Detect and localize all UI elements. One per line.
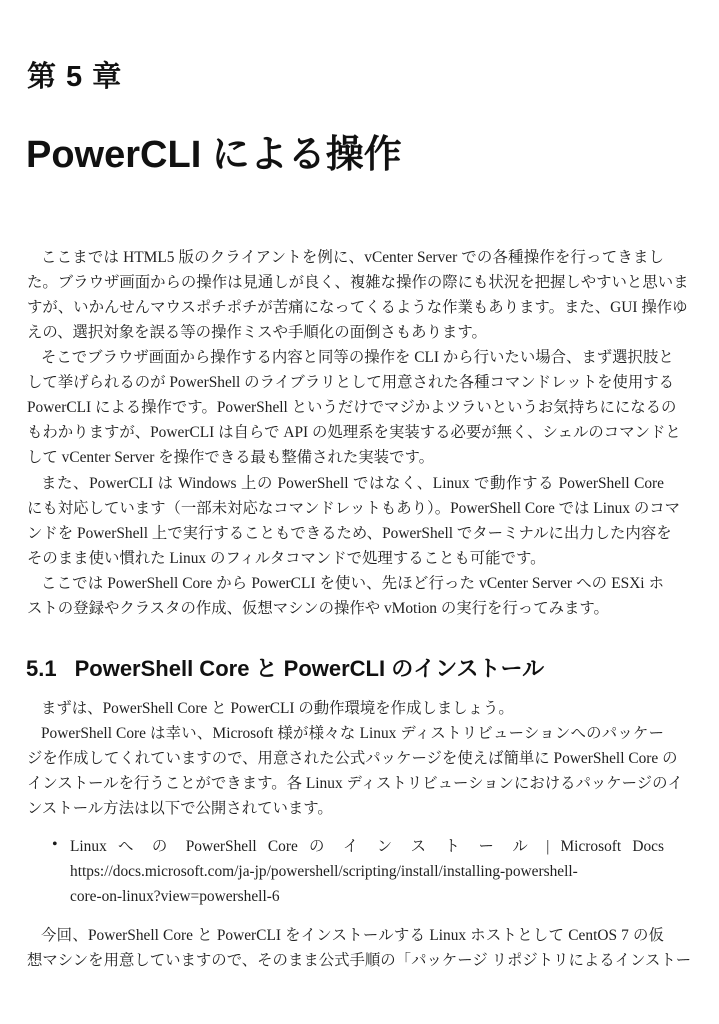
chapter-label: 第 5 章 <box>27 61 123 93</box>
paragraph-line: ここまでは HTML5 版のクライアントを例に、vCenter Server での各種操作を行ってきまし <box>41 249 664 266</box>
link-url[interactable]: https://docs.microsoft.com/ja-jp/powershell/scripting/install/installing-powershell- <box>70 863 578 880</box>
paragraph-line: すが、いかんせんマウスポチポチが苦痛になってくるような作業もあります。また、GUI 操作ゆ <box>27 299 688 316</box>
section-number: 5.1 <box>26 656 57 681</box>
paragraph-line: ンドを PowerShell 上で実行することもできるため、PowerShell でターミナルに出力した内容を <box>27 525 672 542</box>
chapter-title: PowerCLI による操作 <box>26 134 402 176</box>
paragraph-line: 想マシンを用意していますので、そのまま公式手順の「パッケージ リポジトリによるインストー <box>27 952 692 969</box>
paragraph-line: えの、選択対象を誤る等の操作ミスや手順化の面倒さもあります。 <box>27 324 487 341</box>
section-title: PowerShell Core と PowerCLI のインストール <box>74 656 545 681</box>
paragraph-line: もわかりますが、PowerCLI は自らで API の処理系を実装する必要が無く、シェルのコマンドと <box>27 424 681 441</box>
paragraph-line: ンストール方法は以下で公開されています。 <box>27 800 333 817</box>
section-heading <box>26 652 544 683</box>
paragraph-line: また、PowerCLI は Windows 上の PowerShell ではなく、Linux で動作する PowerShell Core <box>41 475 664 492</box>
paragraph-line: ここでは PowerShell Core から PowerCLI を使い、先ほど行った vCenter Server への ESXi ホ <box>41 575 664 592</box>
paragraph-line: ストの登録やクラスタの作成、仮想マシンの操作や vMotion の実行を行ってみます。 <box>27 600 609 617</box>
paragraph-line: PowerShell Core は幸い、Microsoft 様が様々な Linux ディストリビューションへのパッケー <box>41 725 664 742</box>
paragraph-line: そのまま使い慣れた Linux のフィルタコマンドで処理することも可能です。 <box>27 550 546 567</box>
paragraph-line: PowerCLI による操作です。PowerShell というだけでマジかよツラいというお気持ちにになるの <box>27 399 677 416</box>
paragraph-line: そこでブラウザ画面から操作する内容と同等の操作を CLI から行いたい場合、まず選択肢と <box>41 349 674 366</box>
link-url-continued[interactable]: core-on-linux?view=powershell-6 <box>70 888 280 905</box>
paragraph-line: 今回、PowerShell Core と PowerCLI をインストールする Linux ホストとして CentOS 7 の仮 <box>41 927 664 944</box>
paragraph-line: インストールを行うことができます。各 Linux ディストリビューションにおけるパッケージのイ <box>27 775 683 792</box>
paragraph-line: にも対応しています（一部未対応なコマンドレットもあり）。PowerShell Core では Linux のコマ <box>27 500 681 517</box>
paragraph-line: ジを作成してくれていますので、用意された公式パッケージを使えば簡単に PowerShell Core の <box>27 750 678 767</box>
paragraph-line: まずは、PowerShell Core と PowerCLI の動作環境を作成しましょう。 <box>41 700 514 717</box>
paragraph-line: して vCenter Server を操作できる最も整備された実装です。 <box>27 449 435 466</box>
bullet-icon: • <box>52 836 58 853</box>
paragraph-line: して挙げられるのが PowerShell のライブラリとして用意された各種コマンドレットを使用する <box>27 374 675 391</box>
link-title: Linux へ の PowerShell Core の イ ン ス ト ー ル | Microsoft Docs <box>70 838 664 855</box>
paragraph-line: た。ブラウザ画面からの操作は見通しが良く、複雑な操作の際にも状況を把握しやすいと思いま <box>27 274 689 291</box>
